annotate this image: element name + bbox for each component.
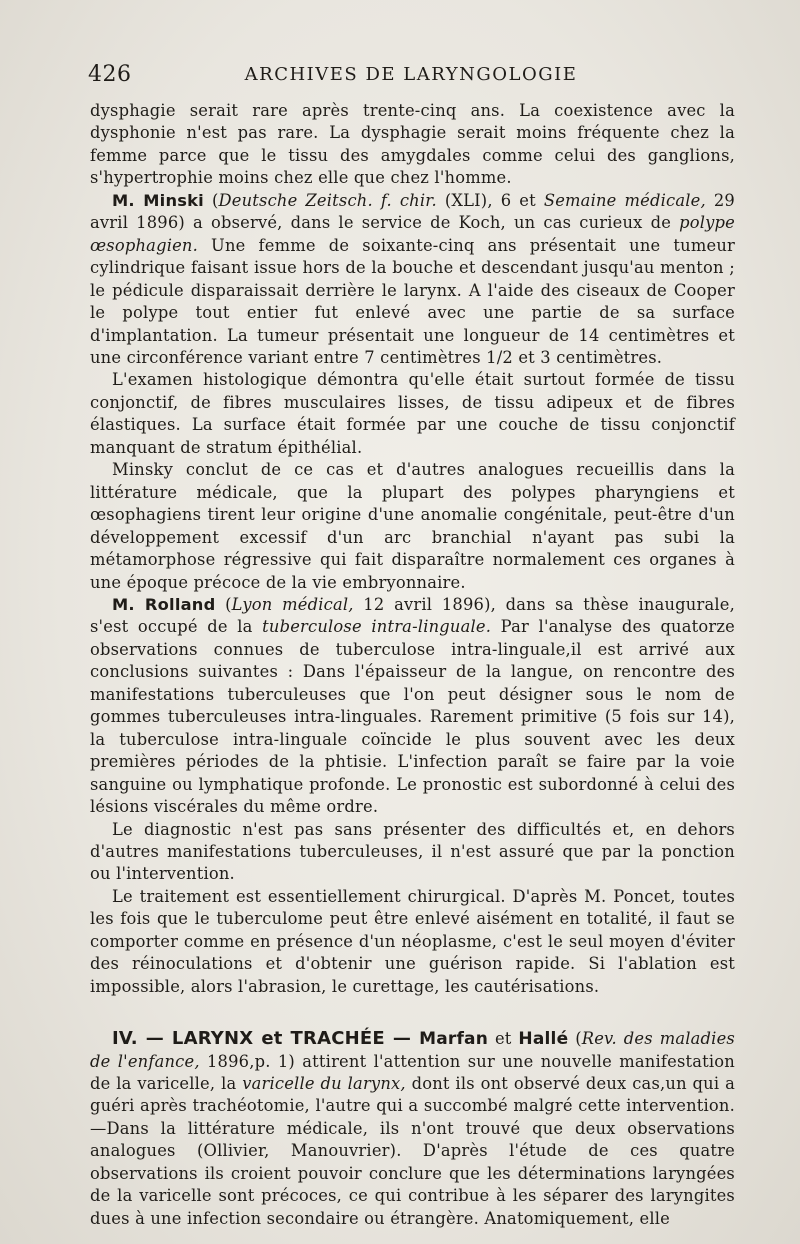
journal-citation: Lyon médical, bbox=[231, 594, 354, 614]
text-fragment: 1896,p. 1) attirent l'attention sur une nouvelle manifestation de la varicelle, la bbox=[90, 1051, 735, 1094]
topic-term: tuberculose intra-linguale. bbox=[262, 617, 492, 637]
text-fragment: 29 avril 1896) a observé, dans le service de Koch, un cas curieux de bbox=[90, 190, 735, 233]
text-fragment: Par l'analyse des quatorze observations connues de tuberculose intra-linguale,il est arrivé aux conclusions suivantes : Dans l'épaisseur de la langue, on rencontre des manifestations tuberculeuses que l'on peut désigner sous le nom de gommes tuberculeuses intra-linguales. Rarement primitive (5 fois sur 14), la tuberculose intra-linguale coïncide le plus souvent avec les deux premières périodes de la phtisie. L'infection paraît se faire par la voie sanguine ou lymphatique profonde. Le pronostic est subordonné à celui des lésions viscérales du même ordre. bbox=[90, 617, 735, 817]
section-heading: IV. — LARYNX et TRACHÉE bbox=[112, 1028, 385, 1050]
section-iv bbox=[90, 1028, 735, 1230]
text-fragment: ( bbox=[568, 1029, 582, 1049]
journal-citation: Rev. des maladies de l'enfance, bbox=[90, 1029, 735, 1071]
text-fragment: 12 avril 1896), dans sa thèse inaugurale, s'est occupé de la bbox=[90, 594, 735, 637]
page-number: 426 bbox=[88, 62, 132, 87]
text-fragment: ( bbox=[203, 190, 219, 210]
running-head bbox=[88, 62, 734, 92]
author-halle: Hallé bbox=[518, 1029, 569, 1050]
author-minski: M. Minski bbox=[112, 190, 204, 210]
author-rolland: M. Rolland bbox=[112, 594, 216, 614]
heading-dash: — bbox=[384, 1028, 420, 1050]
text-fragment: et bbox=[488, 1029, 519, 1049]
paragraph-traitement: Le traitement est essentiellement chirurgical. D'après M. Poncet, toutes les fois que le tuberculome peut être enlevé aisément en totalité, il faut se comporter comme en présence d'un néoplasme, c'est le seul moyen d'éviter des réinoculations et d'obtenir une guérison rapide. Si l'ablation est impossible, alors l'abrasion, le curettage, les cautérisations. bbox=[90, 886, 735, 996]
article-body bbox=[90, 100, 735, 1230]
journal-citation: Deutsche Zeitsch. f. chir. bbox=[218, 190, 437, 210]
text-fragment: dont ils ont observé deux cas,un qui a guéri après trachéotomie, l'autre qui a succombé malgré cette intervention. —Dans la littérature médicale, ils n'ont trouvé que deux observations analogues (Ollivier, Manouvrier). D'après l'étude de ces quatre observations ils croient pouvoir conclure que les déterminations laryngées de la varicelle sont précoces, ce qui contribue à les séparer des laryngites dues à une infection secondaire ou étrangère. Anatomiquement, elle bbox=[90, 1074, 735, 1228]
paragraph-histology: L'examen histologique démontra qu'elle était surtout formée de tissu conjonctif, de fibres musculaires lisses, de tissu adipeux et de fibres élastiques. La surface était formée par une couche de tissu conjonctif manquant de stratum épithélial. bbox=[90, 370, 735, 457]
paragraph-minsky-conclusion: Minsky conclut de ce cas et d'autres analogues recueillis dans la littérature médicale, que la plupart des polypes pharyngiens et œsophagiens tirent leur origine d'une anomalie congénitale, peut-être d'un développement excessif d'un arc branchial n'ayant pas subi la métamorphose régressive qui fait disparaître normalement ces organes à une époque précoce de la vie embryonnaire. bbox=[90, 460, 735, 592]
topic-term: varicelle du larynx, bbox=[242, 1074, 406, 1094]
text-fragment: ( bbox=[215, 594, 232, 614]
paragraph-diagnostic: Le diagnostic n'est pas sans présenter des difficultés et, en dehors d'autres manifestations tuberculeuses, il n'est assuré que par la ponction ou l'intervention. bbox=[90, 819, 735, 884]
paragraph-minski bbox=[90, 190, 735, 370]
running-title: ARCHIVES DE LARYNGOLOGIE bbox=[244, 64, 578, 85]
author-marfan: Marfan bbox=[419, 1029, 489, 1050]
paragraph-rolland bbox=[90, 594, 735, 819]
text-fragment: (XLI), 6 et bbox=[436, 190, 544, 210]
paragraph-dysphagie: dysphagie serait rare après trente-cinq ans. La coexistence avec la dysphonie n'est pas rare. La dysphagie serait moins fréquente chez la femme parce que le tissu des amygdales comme celui des ganglions, s'hypertrophie moins chez elle que chez l'homme. bbox=[90, 101, 735, 188]
topic-term: polype œsophagien. bbox=[90, 213, 735, 255]
text-fragment: Une femme de soixante-cinq ans présentait une tumeur cylindrique faisant issue hors de la bouche et descendant jusqu'au menton ; le pédicule disparaissait derrière le larynx. A l'aide des ciseaux de Cooper le polype tout entier fut enlevé avec une partie de sa surface d'implantation. La tumeur présentait une longueur de 14 centimètres et une circonférence variant entre 7 centimètres 1/2 et 3 centimètres. bbox=[90, 235, 735, 367]
journal-citation: Semaine médicale, bbox=[543, 190, 706, 210]
